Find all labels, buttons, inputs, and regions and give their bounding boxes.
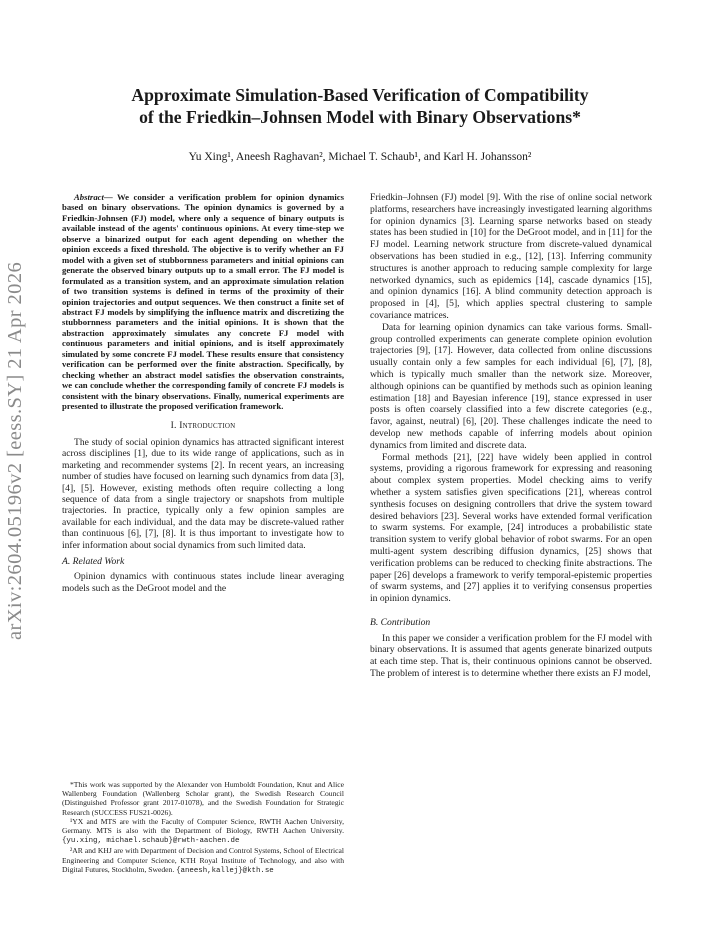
section-numeral: I. [170,419,180,431]
footnote-email-2[interactable]: {aneesh,kallej}@kth.se [176,866,274,875]
data-forms-paragraph: Data for learning opinion dynamics can take various forms. Small-group controlled experiments can generate complete opinion evolution trajectories [9], [17]. However, data collected from online discussions usually contain only a few samples for each individual [6], [7], [8], which is typically much smaller than the network size. Moreover, although opinions can be quantified by methods such as opinion leaning estimation [18] and Bayesian inference [19], stance expressed in user posts is often coarsely classified into a few discrete categories (e.g., favor, against, neutral) [6], [20]. These challenges indicate the need to develop new methods capable of inferring models about opinion dynamics from limited and discrete data. [370,321,652,451]
left-column [62,192,344,594]
section-heading-introduction [62,420,344,431]
footnote-affiliation-2 [62,846,344,876]
title-line-1: Approximate Simulation-Based Verification of Compatibility [131,85,589,105]
abstract [62,192,344,412]
related-work-paragraph: Opinion dynamics with continuous states include linear averaging models such as the DeGroot model and the [62,571,344,594]
abstract-text: — We consider a verification problem for opinion dynamics based on binary observations. The opinion dynamics is governed by a Friedkin-Johnsen (FJ) model, where only a sequence of binary outputs is available instead of the agents' continuous opinions. At every time-step we observe a binarized output for each agent depending on whether the opinion exceeds a fixed threshold. The objective is to verify whether an FJ model with a given set of stubbornness parameters and initial opinions can generate the observed binary outputs up to a small error. The FJ model is formulated as a transition system, and an approximate simulation relation of two transition systems is defined in terms of the proximity of their opinion trajectories and output sequences. We then construct a finite set of abstract FJ models by simplifying the influence matrix and discretizing the stubbornness parameters and the initial opinions. It is shown that the abstraction approximately simulates any concrete FJ model with continuous parameters and initial opinions, and is itself approximately simulated by some concrete FJ model. These results ensure that consistency verification can be performed over the finite abstraction. Specifically, by checking whether an abstract model satisfies the observation constraints, we can conclude whether the corresponding family of concrete FJ models is consistent with the binary observations. Finally, numerical experiments are presented to illustrate the proposed verification framework. [62,192,344,412]
title-line-2: of the Friedkin–Johnsen Model with Binary Observations* [139,107,581,127]
contribution-paragraph: In this paper we consider a verification problem for the FJ model with binary observations. It is assumed that agents generate binarized outputs at each time step. That is, their continuous opinions cannot be observed. The problem of interest is to determine whether there exists an FJ model, [370,632,652,680]
footnote-affiliation-1-text: ¹YX and MTS are with the Faculty of Computer Science, RWTH Aachen University, Germany. MTS is also with the Department of Biology, RWTH Aachen University. [62,816,344,836]
section-title: Introduction [179,419,236,431]
abstract-label: Abstract [74,192,104,202]
paper-title [60,84,660,128]
subsection-heading-related-work: A. Related Work [62,555,125,567]
arxiv-side-stamp: arXiv:2604.05196v2 [eess.SY] 21 Apr 2026 [4,261,26,640]
related-work-continued-paragraph: Friedkin–Johnsen (FJ) model [9]. With the rise of online social network platforms, researchers have increasingly investigated learning algorithms for opinion dynamics [3]. Learning sparse networks based on steady states has been studied in [10] for the DeGroot model, and in [11] for the FJ model. Learning network structure from discrete-valued dynamical observations has been studied in e.g., [12], [13]. Inferring community structures is another approach to reducing sample complexity for large networked dynamics, such as epidemics [14], cascade dynamics [15], and opinion dynamics [16]. A blind community detection approach is proposed in [4], [5], which applies spectral clustering to sample covariance matrices. [370,192,652,321]
right-column [370,192,652,680]
footnote-funding: *This work was supported by the Alexander von Humboldt Foundation, Knut and Alice Wallenberg Foundation (Wallenberg Scholar grant), the Swedish Research Council (Distinguished Professor grant 2017-01078), and the Swedish Foundation for Strategic Research (SUCCESS FUS21-0026). [62,780,344,817]
footnote-affiliation-2-text: ²AR and KHJ are with Department of Decision and Control Systems, School of Electrical Engineering and Computer Science, KTH Royal Institute of Technology, and also with Digital Futures, Stockholm, Sweden. [62,846,344,874]
author-list: Yu Xing¹, Aneesh Raghavan², Michael T. Schaub¹, and Karl H. Johansson² [188,151,532,163]
formal-methods-paragraph: Formal methods [21], [22] have widely been applied in control systems, providing a rigorous framework for expressing and reasoning about complex system properties. Model checking aims to verify whether a system satisfies given specifications [21], whereas control synthesis focuses on designing controllers that drive the system toward desired behaviors [23]. Several works have extended formal verification to swarm systems. For example, [24] introduces a probabilistic state transition system to verify global behavior of robot swarms. For an open multi-agent system describing diffusion dynamics, [25] shows that verification problems can be reduced to checking finite abstractions. The paper [26] develops a framework to verify temporal-epistemic properties of swarm systems, and [27] applies it to verifying consensus properties in opinion dynamics. [370,451,652,605]
intro-paragraph: The study of social opinion dynamics has attracted significant interest across disciplines [1], due to its wide range of applications, such as in marketing and recommender systems [2]. In recent years, an increasing number of studies have focused on learning such dynamics from data [3], [4], [5]. However, existing methods often require collecting a long sequence of data from a single trajectory or snapshots from multiple trajectories. In practice, typically only a few opinion samples are available for each individual, and the data may be discrete-valued rather than continuous [6], [7], [8]. It is thus important to investigate how to infer information about social dynamics from such limited data. [62,436,344,551]
footnote-affiliation-1 [62,817,344,847]
subsection-heading-contribution: B. Contribution [370,616,431,628]
footnotes [62,780,344,876]
footnote-email-1[interactable]: {yu.xing, michael.schaub}@rwth-aachen.de [62,837,240,846]
